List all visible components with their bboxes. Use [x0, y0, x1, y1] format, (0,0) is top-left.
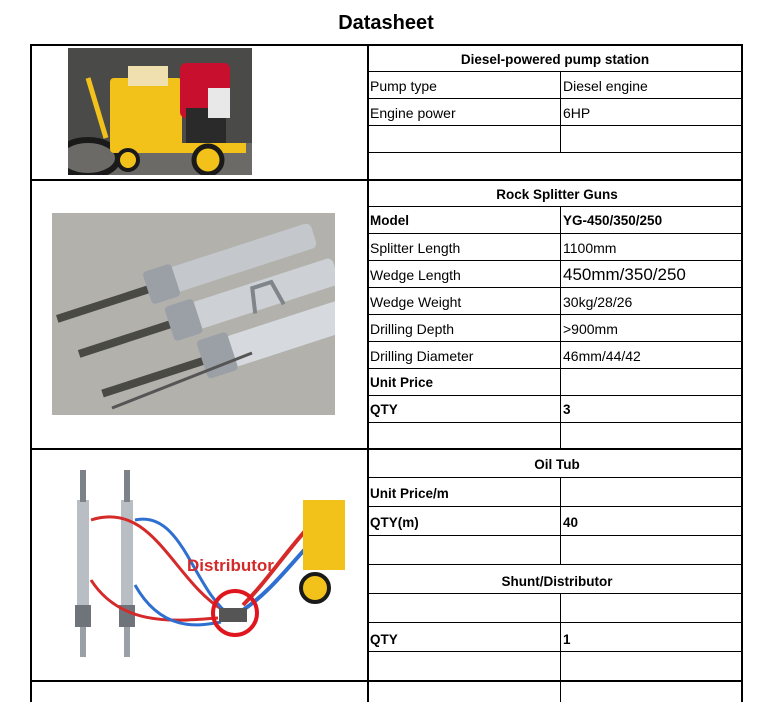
- spec-label: Drilling Diameter: [370, 348, 474, 364]
- spec-label: QTY: [370, 402, 398, 417]
- section-heading-shunt-distributor: Shunt/Distributor: [501, 574, 613, 589]
- spec-label: QTY(m): [370, 515, 419, 530]
- spec-label: Model: [370, 213, 409, 228]
- spec-label: Wedge Weight: [370, 294, 462, 310]
- spec-value: 1100mm: [563, 240, 617, 256]
- distributor-photo: [63, 460, 345, 660]
- spec-value: 6HP: [563, 105, 591, 121]
- rock-splitter-photo: [52, 213, 335, 415]
- spec-label: Drilling Depth: [370, 321, 455, 337]
- spec-value: 40: [563, 515, 579, 530]
- page-title: Datasheet: [338, 12, 434, 34]
- section-heading-pump-station: Diesel-powered pump station: [460, 52, 650, 67]
- section-heading-oil-tub: Oil Tub: [534, 457, 580, 472]
- spec-label: Unit Price: [370, 375, 434, 390]
- spec-value: 450mm/350/250: [563, 265, 686, 284]
- spec-label: QTY: [370, 632, 398, 647]
- spec-value: 1: [563, 632, 571, 647]
- spec-label: Engine power: [370, 105, 456, 121]
- spec-value: 3: [563, 402, 571, 417]
- spec-value: 46mm/44/42: [563, 348, 641, 364]
- pump-station-photo: [68, 48, 252, 175]
- spec-value: Diesel engine: [563, 78, 648, 94]
- spec-label: Unit Price/m: [370, 486, 449, 501]
- spec-label: Splitter Length: [370, 240, 461, 256]
- section-heading-rock-splitter-guns: Rock Splitter Guns: [496, 187, 618, 202]
- spec-label: Pump type: [370, 78, 437, 94]
- spec-value: 30kg/28/26: [563, 294, 633, 310]
- spec-value: >900mm: [563, 321, 618, 337]
- distributor-label: Distributor: [187, 556, 274, 575]
- spec-value: YG-450/350/250: [563, 213, 663, 228]
- spec-label: Wedge Length: [370, 267, 461, 283]
